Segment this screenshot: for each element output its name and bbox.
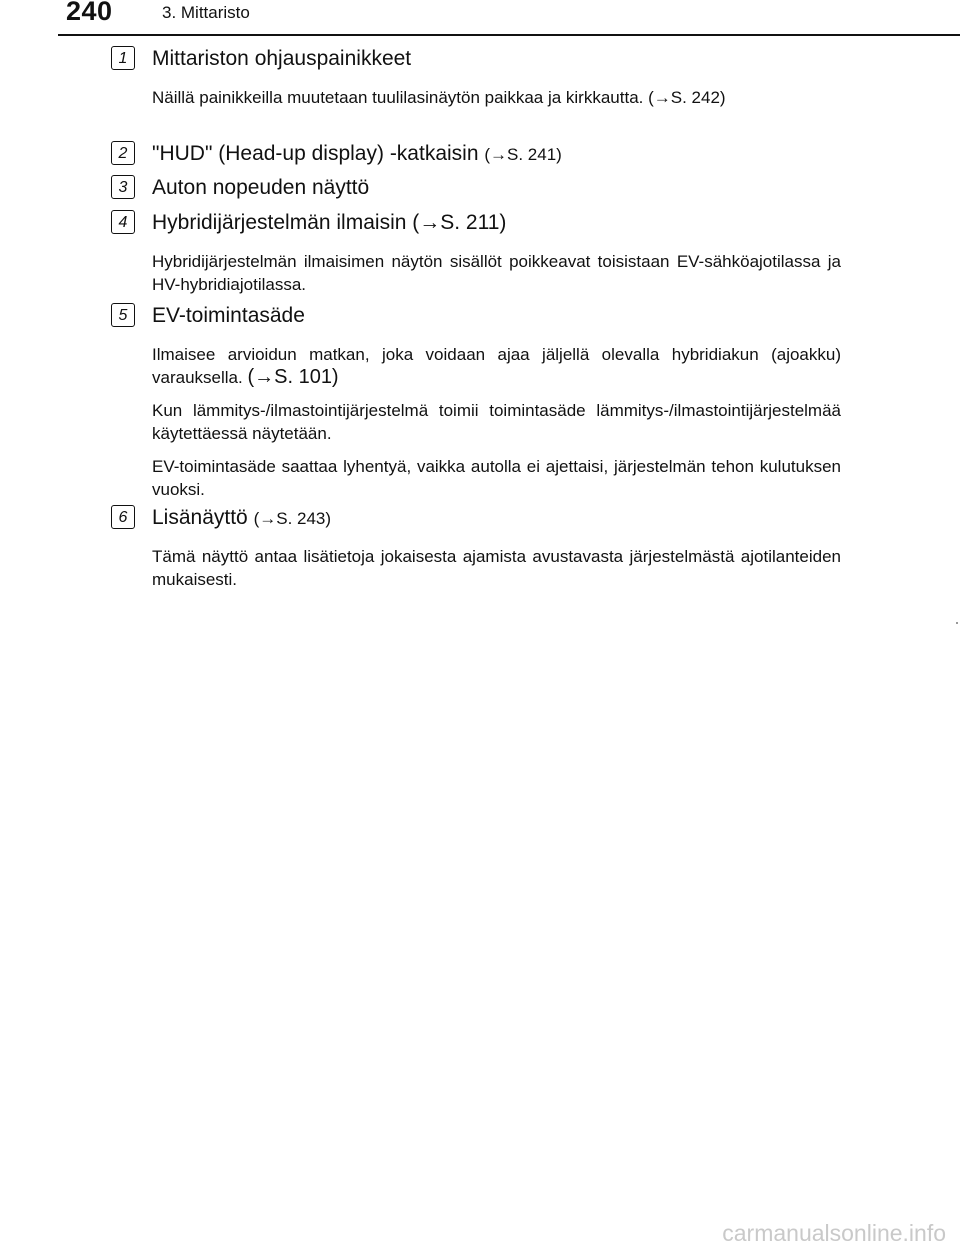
paragraph-text: Ilmaisee arvioidun matkan, joka voidaan ajaa jäljellä olevalla hybridiakun (ajoakku) varauksella. (152, 345, 841, 387)
section-4 (111, 210, 841, 296)
section-title: Mittariston ohjauspainikkeet (152, 47, 412, 70)
section-title: Lisänäyttö (152, 506, 248, 529)
number-badge: 3 (111, 175, 135, 199)
section-title: EV-toimintasäde (152, 304, 305, 327)
number-badge: 4 (111, 210, 135, 234)
number-badge: 1 (111, 46, 135, 70)
section-paragraph (152, 343, 841, 389)
chapter-title: 3. Mittaristo (162, 3, 250, 22)
number-badge: 2 (111, 141, 135, 165)
page-reference: (→S. 101) (247, 366, 339, 388)
margin-mark (956, 622, 958, 624)
section-heading (111, 141, 841, 167)
section-1 (111, 46, 841, 109)
section-3 (111, 175, 841, 201)
number-badge: 6 (111, 505, 135, 529)
section-title: Hybridijärjestelmän ilmaisin (→S. 211) (152, 211, 507, 234)
section-heading (111, 303, 841, 329)
section-heading (111, 210, 841, 236)
section-2 (111, 141, 841, 167)
page-number: 240 (66, 0, 113, 26)
page-reference: (→S. 243) (253, 509, 332, 528)
section-title: "HUD" (Head-up display) -katkaisin (152, 142, 479, 165)
section-paragraph: Näillä painikkeilla muutetaan tuulilasinäytön paikkaa ja kirkkautta. (→S. 242) (152, 88, 726, 107)
header-rule (58, 34, 960, 36)
section-paragraph: Tämä näyttö antaa lisätietoja jokaisesta ajamista avustavasta järjestelmästä ajotilanteiden mukaisesti. (152, 547, 841, 589)
section-5 (111, 303, 841, 501)
number-badge: 5 (111, 303, 135, 327)
section-paragraph: EV-toimintasäde saattaa lyhentyä, vaikka autolla ei ajettaisi, järjestelmän tehon kulutuksen vuoksi. (152, 457, 841, 499)
watermark: carmanualsonline.info (722, 1220, 946, 1246)
section-6 (111, 505, 841, 591)
section-title: Auton nopeuden näyttö (152, 176, 370, 199)
section-paragraph: Kun lämmitys-/ilmastointijärjestelmä toimii toimintasäde lämmitys-/ilmastointijärjestelmää käytettäessä näytetään. (152, 401, 841, 443)
section-paragraph: Hybridijärjestelmän ilmaisimen näytön sisällöt poikkeavat toisistaan EV-sähköajotilassa ja HV-hybridiajotilassa. (152, 252, 841, 294)
section-heading (111, 46, 841, 72)
page-reference: (→S. 241) (484, 145, 562, 164)
section-heading (111, 175, 841, 201)
section-heading (111, 505, 841, 531)
